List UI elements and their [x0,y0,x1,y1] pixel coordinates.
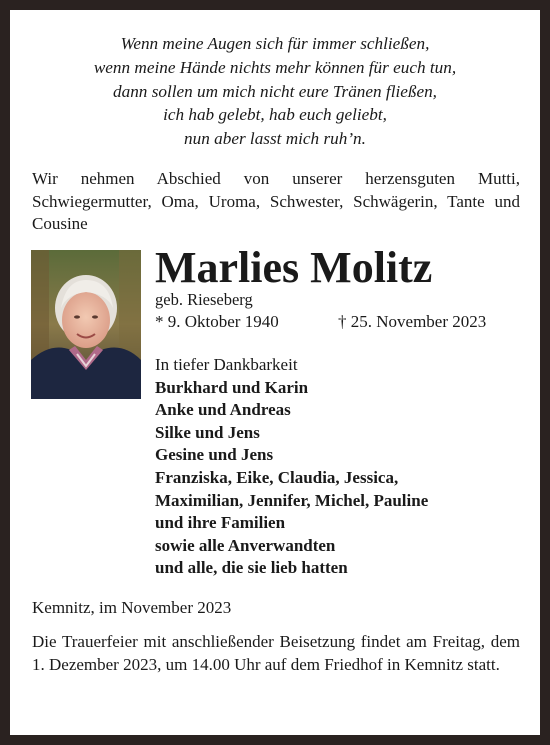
mourner-line: Maximilian, Jennifer, Michel, Pauline [155,490,429,510]
intro-text: Wir nehmen Abschied von unserer herzensguten Mutti, Schwiegermutter, Oma, Uroma, Schwester, Schwägerin, Tante und Cousine [32,169,520,233]
place-date: Kemnitz, im November 2023 [32,598,232,617]
poem-line: wenn meine Hände nichts mehr können für euch tun, [93,57,457,77]
poem-line: Wenn meine Augen sich für immer schließen, [120,34,430,53]
portrait-photo [31,250,141,399]
mourner-line: Gesine und Jens [155,445,274,465]
maiden-name: geb. Rieseberg [155,290,253,309]
poem-line: ich hab gelebt, hab euch geliebt, [163,105,387,125]
birth-date: * 9. Oktober 1940 [155,312,279,331]
death-date: † 25. November 2023 [338,312,487,331]
mourners-list [155,354,428,580]
deceased-name: Marlies Molitz [155,243,433,292]
ceremony-info: Die Trauerfeier mit anschließender Beisetzung findet am Freitag, dem 1. Dezember 2023, um 14.00 Uhr auf dem Friedhof in Kemnitz statt. [32,632,520,674]
mourner-line: Burkhard und Karin [155,377,309,397]
poem-line: dann sollen um mich nicht eure Tränen fließen, [113,81,437,101]
life-dates [155,311,515,333]
poem [10,32,540,151]
mourner-line: sowie alle Anverwandten [155,535,336,555]
mourner-line: Franziska, Eike, Claudia, Jessica, [155,467,399,487]
mourner-line: Silke und Jens [155,422,260,442]
mourner-line: und alle, die sie lieb hatten [155,558,348,578]
mourner-line: und ihre Familien [155,513,286,533]
mourner-line: Anke und Andreas [155,400,291,420]
gratitude-line: In tiefer Dankbarkeit [155,355,298,374]
poem-line: nun aber lasst mich ruh’n. [184,129,366,149]
